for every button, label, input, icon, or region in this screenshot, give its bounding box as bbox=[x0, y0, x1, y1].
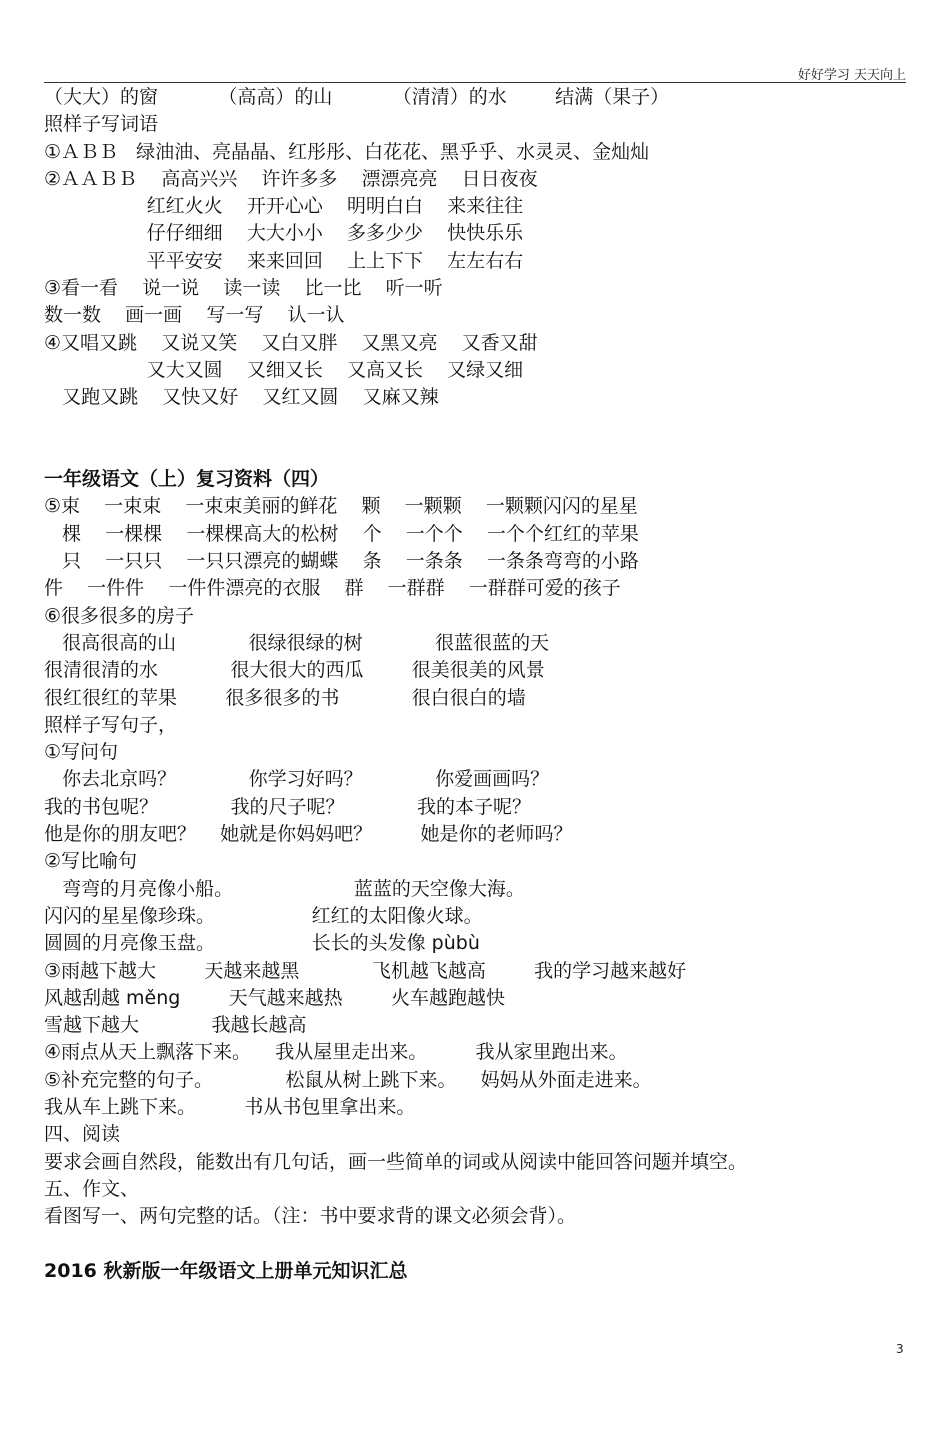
text-line: 仔仔细细 大大小小 多多少少 快快乐乐 bbox=[44, 222, 524, 245]
document-body bbox=[44, 84, 924, 1285]
text-line: ⑥很多很多的房子 bbox=[44, 604, 195, 627]
text-line: 风越刮越 měng 天气越来越热 火车越跑越快 bbox=[44, 986, 505, 1009]
text-line: 闪闪的星星像珍珠。 红红的太阳像火球。 bbox=[44, 904, 483, 927]
text-line: 件 一件件 一件件漂亮的衣服 群 一群群 一群群可爱的孩子 bbox=[44, 577, 621, 600]
page-header bbox=[44, 62, 906, 83]
text-line: 要求会画自然段，能数出有几句话，画一些简单的词或从阅读中能回答问题并填空。 bbox=[44, 1150, 748, 1173]
text-line: ②写比喻句 bbox=[44, 850, 138, 873]
text-line: 很清很清的水 很大很大的西瓜 很美很美的风景 bbox=[44, 659, 545, 682]
section-heading: 一年级语文（上）复习资料（四） bbox=[44, 468, 330, 491]
text-line: ①ＡＢＢ 绿油油、亮晶晶、红彤彤、白花花、黑乎乎、水灵灵、金灿灿 bbox=[44, 140, 650, 163]
text-line: 弯弯的月亮像小船。 蓝蓝的天空像大海。 bbox=[44, 877, 525, 900]
text-line: 我的书包呢？ 我的尺子呢？ 我的本子呢？ bbox=[44, 795, 531, 818]
text-line: 看图写一、两句完整的话。（注：书中要求背的课文必须会背）。 bbox=[44, 1205, 577, 1228]
text-line: 你去北京吗？ 你学习好吗？ 你爱画画吗？ bbox=[44, 768, 550, 791]
blank-line bbox=[44, 439, 924, 466]
blank-line bbox=[44, 1230, 924, 1257]
text-line: ④雨点从天上飘落下来。 我从屋里走出来。 我从家里跑出来。 bbox=[44, 1041, 628, 1064]
text-line: 四、阅读 bbox=[44, 1123, 121, 1146]
text-line: ⑤补充完整的句子。 松鼠从树上跳下来。 妈妈从外面走进来。 bbox=[44, 1068, 652, 1091]
text-line: 红红火火 开开心心 明明白白 来来往往 bbox=[44, 195, 524, 218]
text-line: 很红很红的苹果 很多很多的书 很白很白的墙 bbox=[44, 686, 526, 709]
page-number: 3 bbox=[896, 1342, 904, 1356]
text-line: 棵 一棵棵 一棵棵高大的松树 个 一个个 一个个红红的苹果 bbox=[44, 522, 639, 545]
text-line: ⑤束 一束束 一束束美丽的鲜花 颗 一颗颗 一颗颗闪闪的星星 bbox=[44, 495, 638, 518]
text-line: 五、作文、 bbox=[44, 1177, 140, 1200]
text-line: ④又唱又跳 又说又笑 又白又胖 又黑又亮 又香又甜 bbox=[44, 331, 538, 354]
text-line: 只 一只只 一只只漂亮的蝴蝶 条 一条条 一条条弯弯的小路 bbox=[44, 550, 639, 573]
text-line: 他是你的朋友吧？ 她就是你妈妈吧？ 她是你的老师吗？ bbox=[44, 823, 573, 846]
text-line: ③雨越下越大 天越来越黑 飞机越飞越高 我的学习越来越好 bbox=[44, 959, 687, 982]
text-line: 照样子写词语 bbox=[44, 113, 159, 136]
text-line: ①写问句 bbox=[44, 741, 119, 764]
text-line: 我从车上跳下来。 书从书包里拿出来。 bbox=[44, 1095, 416, 1118]
text-line: 数一数 画一画 写一写 认一认 bbox=[44, 304, 345, 327]
text-line: ③看一看 说一说 读一读 比一比 听一听 bbox=[44, 277, 443, 300]
text-line: 圆圆的月亮像玉盘。 长长的头发像 pùbù bbox=[44, 932, 480, 955]
text-line: 雪越下越大 我越长越高 bbox=[44, 1014, 307, 1037]
header-motto: 好好学习 天天向上 bbox=[797, 68, 906, 83]
text-line: 平平安安 来来回回 上上下下 左左右右 bbox=[44, 249, 524, 272]
section-heading: 2016 秋新版一年级语文上册单元知识汇总 bbox=[44, 1259, 408, 1282]
text-line: 又大又圆 又细又长 又高又长 又绿又细 bbox=[44, 358, 524, 381]
blank-line bbox=[44, 412, 924, 439]
text-line: ②ＡＡＢＢ 高高兴兴 许许多多 漂漂亮亮 日日夜夜 bbox=[44, 167, 538, 190]
text-line: 很高很高的山 很绿很绿的树 很蓝很蓝的天 bbox=[44, 631, 550, 654]
text-line: 照样子写句子， bbox=[44, 713, 178, 736]
text-line: 又跑又跳 又快又好 又红又圆 又麻又辣 bbox=[44, 386, 439, 409]
text-line: （大大）的窗 （高高）的山 （清清）的水 结满（果子） bbox=[44, 86, 670, 108]
